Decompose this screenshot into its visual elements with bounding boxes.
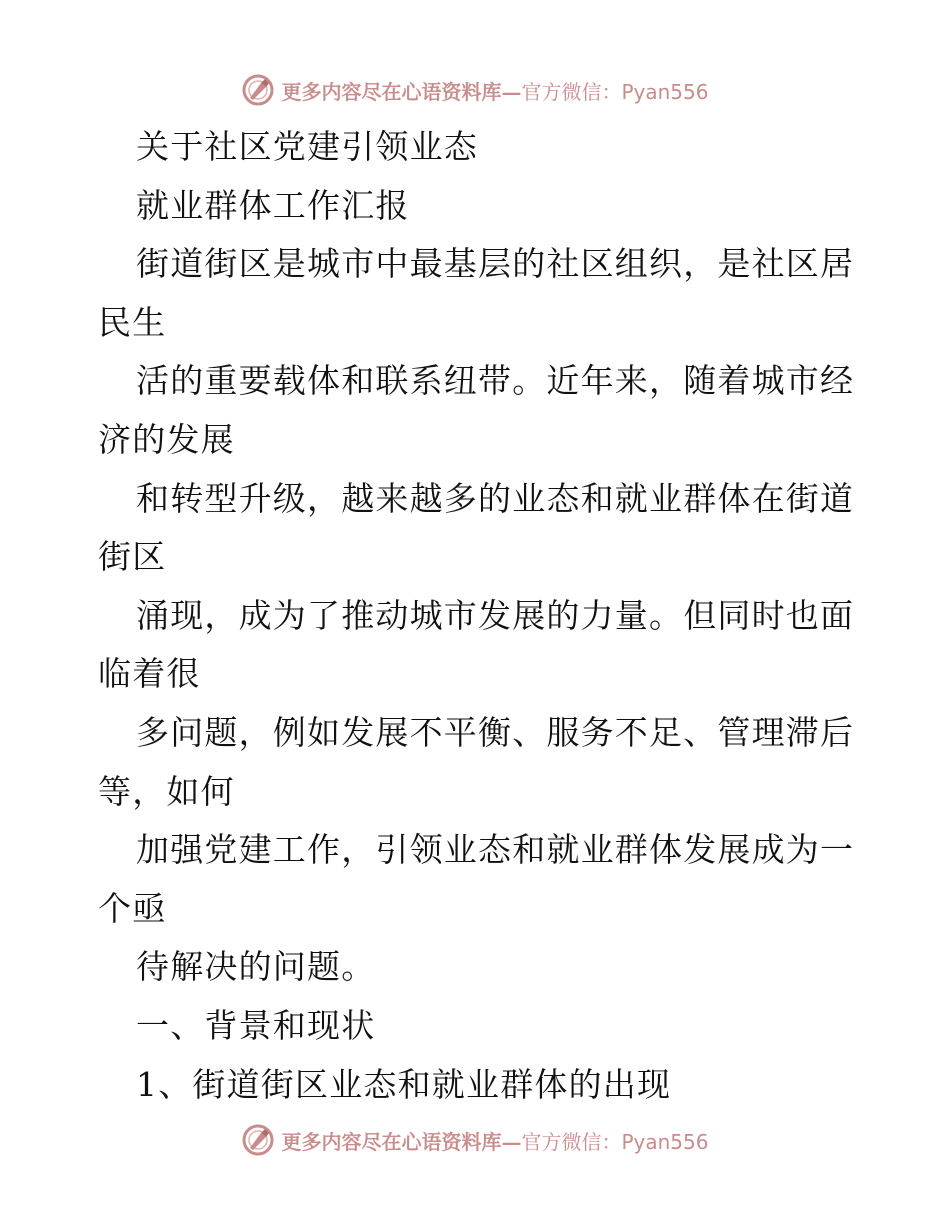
text-line: 关于社区党建引领业态 [136, 127, 478, 166]
text-line: 个亟 [98, 888, 167, 928]
header-watermark [0, 70, 950, 110]
text-line: 济的发展 [98, 419, 235, 459]
document-body [98, 118, 858, 1114]
text-line: 临着很 [98, 654, 201, 694]
text-line: 涌现，成为了推动城市发展的力量。但同时也面 [136, 595, 855, 635]
watermark-text: 更多内容尽在心语资料库—官方微信：Pyan556 [281, 79, 709, 104]
text-line: 一、背景和现状 [136, 1005, 376, 1045]
text-line: 加强党建工作，引领业态和就业群体发展成为一 [136, 830, 855, 870]
text-line: 街区 [98, 537, 167, 577]
text-line: 和转型升级，越来越多的业态和就业群体在街道 [136, 478, 855, 518]
text-line: 多问题，例如发展不平衡、服务不足、管理滞后 [136, 712, 855, 752]
footer-watermark [0, 1120, 950, 1160]
pen-nib-circle-icon [241, 73, 275, 107]
text-line: 民生 [98, 302, 167, 342]
text-line: 活的重要载体和联系纽带。近年来，随着城市经 [136, 361, 855, 401]
watermark-text: 更多内容尽在心语资料库—官方微信：Pyan556 [281, 1129, 709, 1154]
text-line: 就业群体工作汇报 [136, 185, 410, 225]
text-line: 街道街区是城市中最基层的社区组织，是社区居 [136, 244, 855, 284]
pen-nib-circle-icon [241, 1123, 275, 1157]
text-line: 等，如何 [98, 771, 235, 811]
text-line: 待解决的问题。 [136, 947, 376, 987]
text-line: 1、街道街区业态和就业群体的出现 [136, 1064, 672, 1104]
